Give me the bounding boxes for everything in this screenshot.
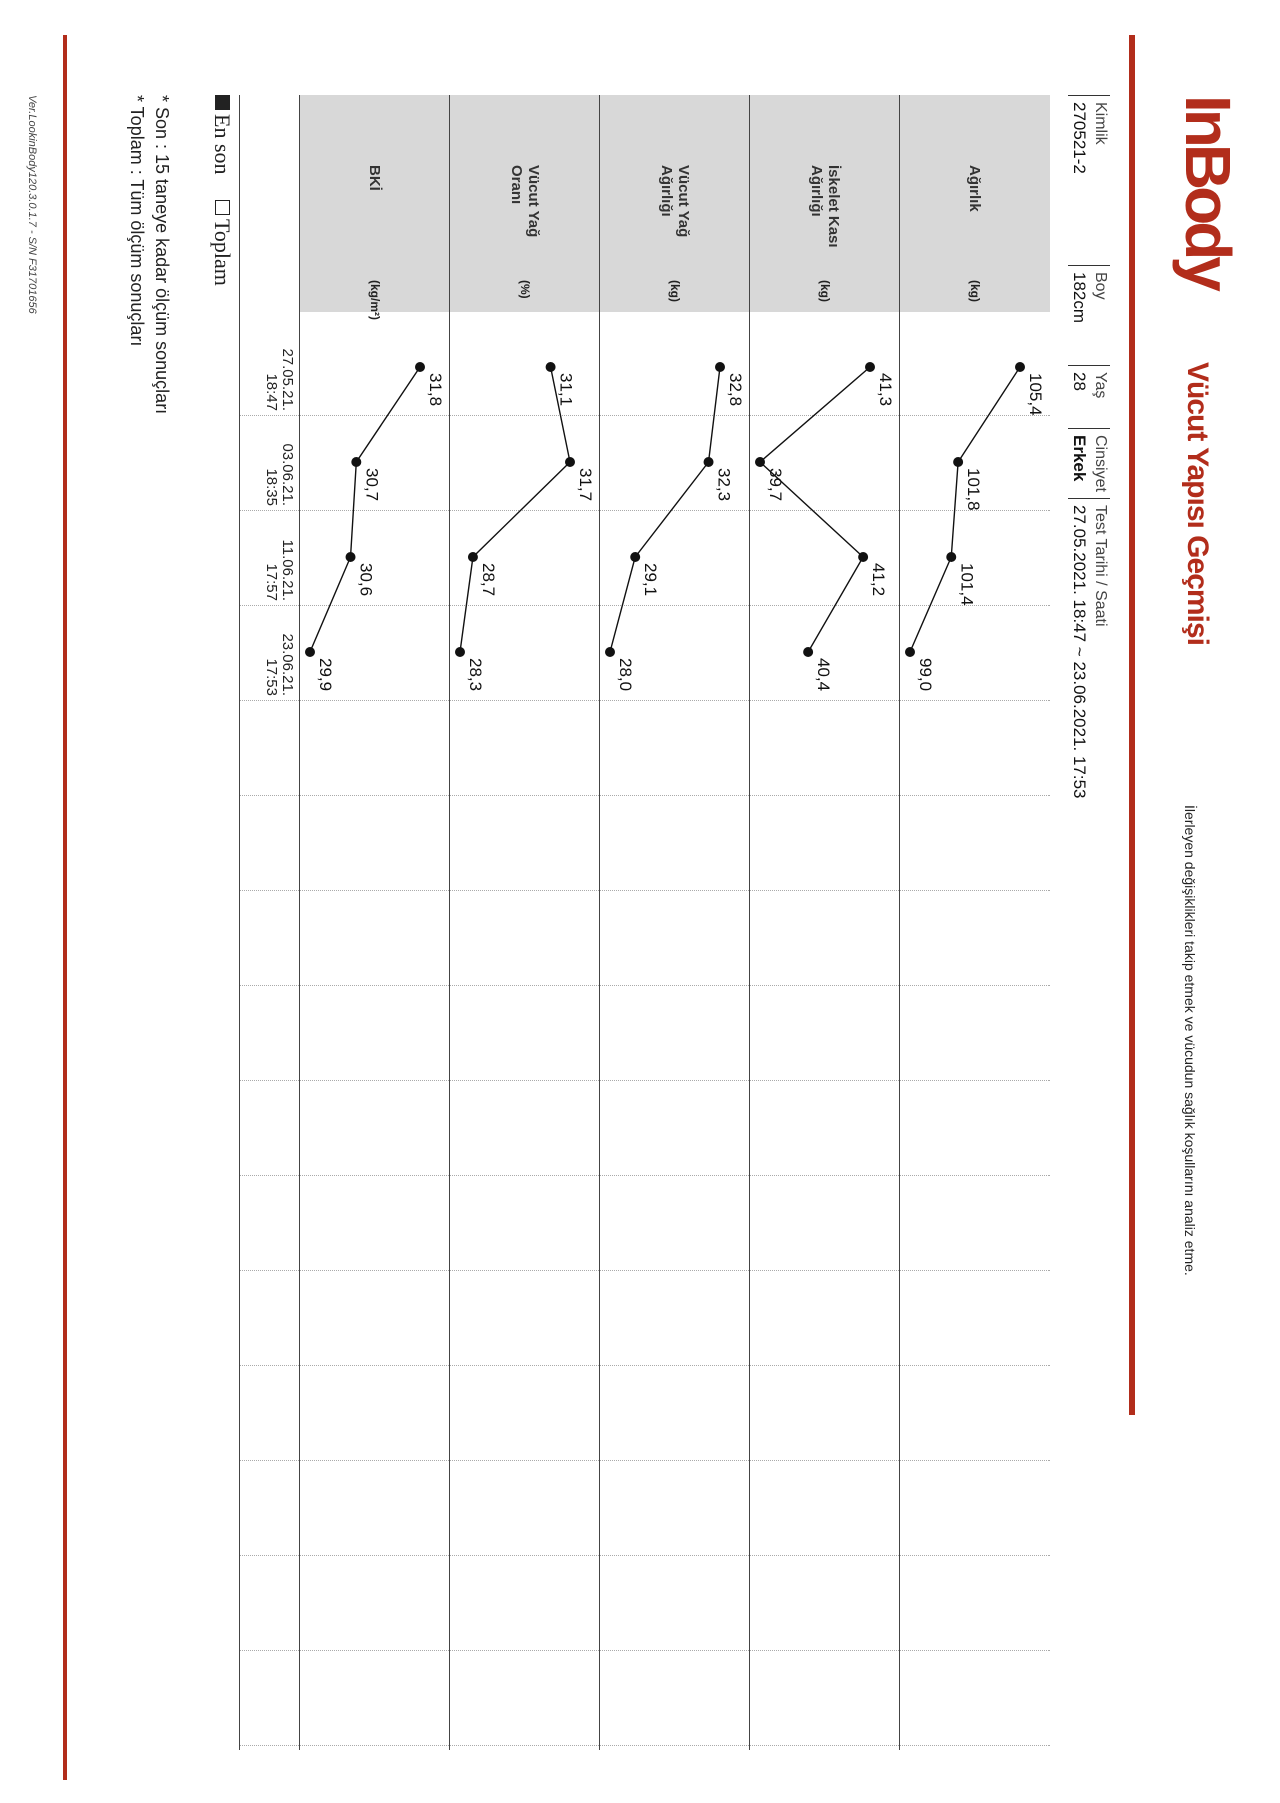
row-unit-bmi: (kg/m²) (368, 280, 382, 320)
data-label: 41,3 (876, 373, 895, 407)
info-gender-label: Cinsiyet (1092, 435, 1109, 492)
date-label: 27.05.21. 18:47 (263, 348, 296, 411)
table-bottom-rule (239, 95, 240, 1750)
data-point (351, 457, 361, 467)
total-checkbox-icon (215, 200, 230, 215)
note-total: * Toplam : Tüm ölçüm sonuçları (127, 95, 147, 347)
data-point (1015, 362, 1025, 372)
data-label: 41,2 (869, 563, 889, 597)
page-title: Vücut Yapısı Geçmişi (1181, 362, 1214, 645)
data-label: 101,4 (957, 563, 977, 606)
history-chart (290, 95, 1050, 1750)
data-label: 31,1 (556, 373, 576, 407)
data-point (468, 552, 478, 562)
info-height-value: 182cm (1070, 272, 1089, 324)
data-point (715, 362, 725, 372)
data-label: 99,0 (916, 658, 935, 692)
data-point (605, 647, 615, 657)
data-point (305, 647, 315, 657)
row-name-weight: Ağırlık (966, 165, 984, 212)
data-point (704, 457, 714, 467)
data-label: 31,8 (426, 373, 445, 407)
data-label: 28,3 (466, 658, 485, 692)
info-age-label: Yaş (1092, 372, 1109, 399)
date-label: 23.06.21. 17:53 (263, 633, 296, 696)
data-point (755, 457, 765, 467)
date-label: 11.06.21. 17:57 (263, 539, 296, 601)
data-point (953, 457, 963, 467)
legend-total-label: Toplam (210, 219, 235, 286)
page-subtitle: İlerleyen değişiklikleri takip etmek ve vücudun sağlık koşullarını analiz etme. (1182, 805, 1198, 1276)
footer-version: Ver.LookinBody120.3.0.1.7 - S/N F31701656 (26, 95, 38, 314)
data-label: 32,8 (726, 373, 745, 407)
row-name-muscle: İskelet Kası Ağırlığı (808, 165, 842, 248)
data-point (546, 362, 556, 372)
info-test-date-value: 27.05.2021. 18:47 ~ 23.06.2021. 17:53 (1070, 505, 1089, 799)
data-label: 30,7 (362, 468, 382, 502)
info-age-value: 28 (1070, 372, 1089, 391)
info-gender (1068, 428, 1110, 492)
data-point (905, 647, 915, 657)
series-line (760, 367, 870, 652)
info-height-label: Boy (1092, 272, 1109, 300)
legend (209, 95, 235, 286)
info-test-date-label: Test Tarihi / Saati (1092, 505, 1109, 627)
data-point (630, 552, 640, 562)
history-table (50, 95, 1050, 1750)
data-label: 28,0 (616, 658, 635, 692)
data-label: 32,3 (714, 468, 734, 502)
data-label: 31,7 (576, 468, 595, 502)
data-point (803, 647, 813, 657)
data-label: 30,6 (356, 563, 376, 597)
series-line (610, 367, 720, 652)
footer-rule (63, 35, 67, 1780)
data-label: 105,4 (1026, 373, 1045, 416)
series-line (310, 367, 420, 652)
data-point (415, 362, 425, 372)
row-unit-muscle: (kg) (818, 280, 832, 302)
data-label: 101,8 (964, 468, 984, 511)
header-rule (1129, 35, 1135, 1415)
row-unit-weight: (kg) (968, 280, 982, 302)
data-label: 40,4 (814, 658, 834, 692)
data-label: 39,7 (766, 468, 785, 502)
row-unit-fat-mass: (kg) (668, 280, 682, 302)
info-gender-value: Erkek (1070, 435, 1089, 482)
note-latest: * Son : 15 taneye kadar ölçüm sonuçları (152, 95, 172, 415)
info-id (1068, 95, 1110, 174)
legend-latest-label: En son (210, 114, 235, 175)
row-name-fat-percent: Vücut Yağ Oranı (508, 165, 542, 238)
data-label: 28,7 (478, 563, 498, 597)
inbody-logo: InBody (1172, 95, 1244, 288)
latest-checkbox-icon (215, 95, 230, 110)
info-id-value: 270521-2 (1070, 102, 1089, 174)
data-point (946, 552, 956, 562)
date-label: 03.06.21. 18:35 (263, 443, 296, 506)
info-height (1068, 265, 1110, 323)
data-point (346, 552, 356, 562)
data-label: 29,9 (316, 658, 335, 692)
row-name-bmi: BKİ (366, 165, 384, 191)
info-id-label: Kimlik (1092, 102, 1109, 145)
series-line (460, 367, 570, 652)
info-test-date (1068, 498, 1110, 799)
legend-latest (210, 95, 235, 180)
data-label: 29,1 (641, 563, 661, 597)
data-point (865, 362, 875, 372)
row-unit-fat-percent: (%) (518, 280, 532, 299)
data-point (565, 457, 575, 467)
legend-total (210, 200, 235, 286)
data-point (455, 647, 465, 657)
row-name-fat-mass: Vücut Yağ Ağırlığı (658, 165, 692, 238)
data-point (858, 552, 868, 562)
info-age (1068, 365, 1110, 398)
